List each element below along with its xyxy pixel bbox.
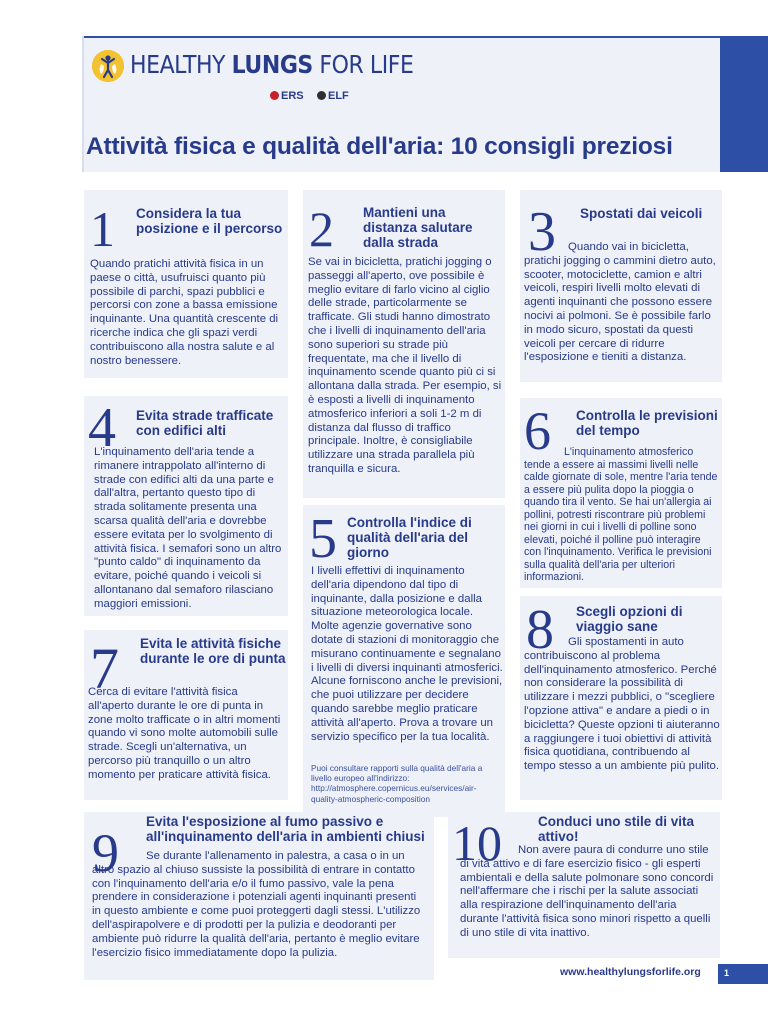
tip-body: Se vai in bicicletta, pratichi jogging o passeggi all'aperto, ove possibile è meglio evitare di farlo vicino al ciglio delle strade, particolarmente se trafficate. Gli studi hanno dimostrato che i livelli di inquinamento dell'aria sono superiori su strade più frequentate, ma che il livello di inquinamento scende quanto più ci si allontana dalla strada. Per esempio, si è esposti a livelli di inquinamento atmosferico inferiori a soli 1-2 m di distanza dal flusso di traffico principale. Inoltre, è consigliabile utilizzare una strada parallela più tranquilla e sicura. xyxy=(308,256,502,475)
tip-heading: Considera la tua posizione e il percorso xyxy=(136,206,283,236)
tip-card-4 xyxy=(84,396,288,616)
tip-number: 5 xyxy=(309,508,337,570)
tip-card-5 xyxy=(303,505,505,817)
ers-icon xyxy=(270,91,279,100)
logo-wordmark: HEALTHY LUNGS FOR LIFE xyxy=(130,50,414,79)
tip-number: 3 xyxy=(528,201,556,263)
tip-number: 7 xyxy=(90,636,119,701)
tip-number: 1 xyxy=(90,201,115,257)
tip-number: 8 xyxy=(526,599,554,661)
tip-heading: Spostati dai veicoli xyxy=(580,206,703,221)
tip-card-3 xyxy=(520,190,722,382)
elf-icon xyxy=(317,91,326,100)
tip-card-6 xyxy=(520,398,722,588)
tip-heading: Controlla le previsioni del tempo xyxy=(576,408,718,438)
page-number: 1 xyxy=(724,968,730,978)
tip-number: 4 xyxy=(88,397,116,459)
tip-body: I livelli effettivi di inquinamento dell'aria dipendono dal tipo di inquinante, dalla posizione e dalla situazione meteorologica locale. Molte agenzie governative sono dotate di stazioni di monitoraggio che misurano continuamente e segnalano i livelli di diversi inquinanti atmosferici. Alcune forniscono anche le previsioni, che puoi utilizzare per decidere quando sarebbe meglio praticare attività all'aperto. Prova a trovare un servizio specifico per la tua località. xyxy=(311,565,503,743)
header-accent-block xyxy=(720,38,768,172)
tip-card-2 xyxy=(303,190,505,498)
tip-body: Cerca di evitare l'attività fisica all'aperto durante le ore di punta in zone molto trafficate o in altri momenti quando vi sono molte automobili sulle strade. Scegli un'alternativa, un percorso più tranquillo o un altro momento per praticare attività fisica. xyxy=(88,686,281,781)
tip-number: 6 xyxy=(524,401,551,461)
tip-number: 9 xyxy=(92,823,119,883)
lungs-logo-icon xyxy=(92,50,124,82)
tip-heading: Controlla l'indice di qualità dell'aria del giorno xyxy=(347,515,472,560)
tip-body: Se durante l'allenamento in palestra, a casa o in un altro spazio al chiuso sussiste la possibilità di entrare in contatto con l'inquinamento dell'aria e/o il fumo passivo, vale la pena prendere in considerazione i potenziali agenti inquinanti presenti in questo ambiente e come puoi proteggerti dagli stessi. L'utilizzo dell'aspirapolvere e di prodotti per la pulizia e deodoranti per ambiente può ridurre la qualità dell'aria, pertanto è meglio evitare l'esercizio fisico immediatamente dopo la pulizia. xyxy=(92,850,421,959)
tip-body: Non avere paura di condurre uno stile di vita attivo e di fare esercizio fisico - gli esperti ambientali e della salute polmonare sono concordi nell'affermare che i rischi per la salute associati alla respirazione dell'inquinamento dell'aria durante l'attività fisica sono minori rispetto a quelli di uno stile di vita inattivo. xyxy=(460,844,714,939)
tip-body: Quando vai in bicicletta, pratichi jogging o cammini dietro auto, scooter, motociclette, camion e altri veicoli, respiri livelli molto elevati di agenti inquinanti che possono essere nocivi ai polmoni. Se è possibile farlo in modo sicuro, spostati da questi veicoli per cercare di ridurre l'esposizione e tieniti a distanza. xyxy=(524,241,716,364)
tip-body: Gli spostamenti in auto contribuiscono al problema dell'inquinamento atmosferico. Perché non considerare la possibilità di utilizzare i mezzi pubblici, o "scegliere l'opzione attiva" e andare a piedi o in bicicletta? Queste opzioni ti aiuteranno a raggiungere i tuoi obiettivi di attività fisica quotidiana, contribuendo al tempo stesso a un ambiente più pulito. xyxy=(524,636,720,773)
footer-website-link[interactable]: www.healthylungsforlife.org xyxy=(560,966,701,978)
tip-body: Quando pratichi attività fisica in un paese o città, usufruisci quanto più possibile di parchi, spazi pubblici e percorsi con zone a bassa emissione inquinante. Una quantità crescente di ricerche indica che gli spazi verdi contribuiscono alla nostra salute e al nostro benessere. xyxy=(90,258,279,367)
tip-number: 2 xyxy=(309,201,334,257)
partner-ers-logo: ERS xyxy=(270,90,304,102)
tip-card-1 xyxy=(84,190,288,378)
tip-card-10 xyxy=(448,812,720,958)
tip-card-9 xyxy=(84,812,434,980)
tip-source-note: Puoi consultare rapporti sulla qualità dell'aria a livello europeo all'indirizzo: http://atmosphere.copernicus.eu/services/air-quality-atmospheric-composition xyxy=(311,763,483,804)
tip-body: L'inquinamento atmosferico tende a essere ai massimi livelli nelle calde giornate di sole, mentre l'aria tende a essere più pulita dopo la pioggia o quando tira il vento. Se hai un'allergia ai pollini, potresti riscontrare più problemi nei giorni in cui i livelli di polline sono elevati, poiché il polline può interagire con l'inquinamento. Verifica le previsioni sulla qualità dell'aria per ulteriori informazioni. xyxy=(524,446,718,583)
tip-number: 10 xyxy=(452,815,502,871)
page-title: Attività fisica e qualità dell'aria: 10 consigli preziosi xyxy=(86,133,673,160)
tip-heading: Evita le attività fisiche durante le ore di punta xyxy=(140,636,286,666)
tip-card-7 xyxy=(84,630,288,800)
partner-elf-logo: ELF xyxy=(317,90,349,102)
tip-heading: Evita strade trafficate con edifici alti xyxy=(136,408,274,438)
tip-heading: Scegli opzioni di viaggio sane xyxy=(576,604,683,634)
tip-heading: Conduci uno stile di vita attivo! xyxy=(538,814,695,844)
tip-body: L'inquinamento dell'aria tende a rimanere intrappolato all'interno di strade con edifici alti da una parte e dall'altra, pertanto questo tipo di strada solitamente presenta una scarsa qualità dell'aria e dovrebbe essere evitata per lo svolgimento di attività fisica. I semafori sono un altro "punto caldo" di inquinamento da evitare, poiché quando i veicoli si allontanano dal semaforo rilasciano maggiori emissioni. xyxy=(94,446,282,610)
tip-heading: Mantieni una distanza salutare dalla strada xyxy=(363,205,473,250)
tip-card-8 xyxy=(520,596,722,800)
tip-heading: Evita l'esposizione al fumo passivo e all'inquinamento dell'aria in ambienti chiusi xyxy=(146,814,425,844)
